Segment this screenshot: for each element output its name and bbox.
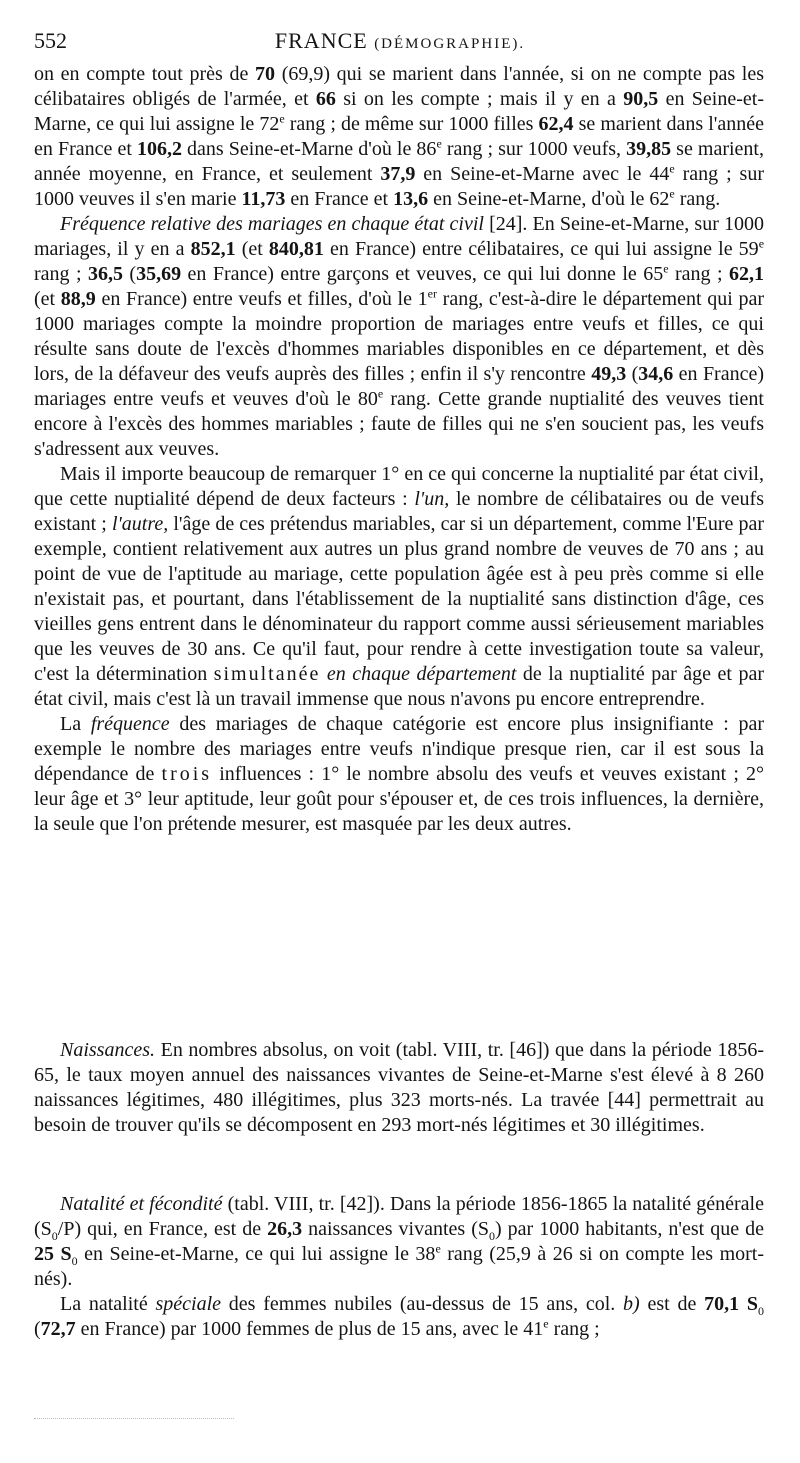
running-head bbox=[34, 28, 766, 54]
paragraph-natality-fecundity: Natalité et fécondité (tabl. VIII, tr. [42]). Dans la période 1856-1865 la natalité générale $(S_0/P)$ qui, en France, est de 26,3 naissances vivantes $(S_0)$ par 1000 habitants, n'est que de 25 $S_0$ en Seine-et-Marne, ce qui lui assigne le 38e rang (25,9 à 26 si on compte les mort-nés). bbox=[34, 1193, 765, 1290]
paragraph-frequency-categories: La fréquence des mariages de chaque catégorie est encore plus insignifiante : par exemple le nombre des mariages entre veufs n'indique presque rien, car il est sous la dépendance de trois influences : 1° le nombre absolu des veufs et veuves existant ; 2° leur âge et 3° leur aptitude, leur goût pour s'épouser et, de ces trois influences, la dernière, la seule que l'on prétende mesurer, est masquée par les deux autres. bbox=[34, 713, 765, 835]
page-number: 552 bbox=[34, 28, 67, 53]
paragraph-marriage-frequency: Fréquence relative des mariages en chaque état civil [24]. En Seine-et-Marne, sur 1000 mariages, il y en a 852,1 (et 840,81 en France) entre célibataires, ce qui lui assigne le 59e rang ; 36,5 (35,69 en France) entre garçons et veuves, ce qui lui donne le 65e rang ; 62,1 (et 88,9 en France) entre veufs et filles, d'où le 1er rang, c'est-à-dire le département qui par 1000 mariages compte la moindre proportion de mariages entre veufs et filles, ce qui résulte sans doute de l'excès d'hommes mariables disponibles en ce département, et dès lors, de la défaveur des veufs auprès des filles ; enfin il s'y rencontre 49,3 (34,6 en France) mariages entre veufs et veuves d'où le 80e rang. Cette grande nuptialité des veuves tient encore à l'excès des hommes mariables ; faute de filles qui ne s'en soucient pas, les veufs s'adressent aux veuves. bbox=[34, 213, 765, 460]
text-block-births bbox=[34, 1038, 764, 1138]
running-head-subtitle: (DÉMOGRAPHIE). bbox=[374, 36, 526, 52]
text-block-marriage bbox=[34, 62, 764, 837]
footer-dotted-rule bbox=[34, 1418, 234, 1421]
running-head-title: FRANCE bbox=[274, 28, 368, 53]
paragraph-births: Naissances. En nombres absolus, on voit (tabl. VIII, tr. [46]) que dans la période 1856-65, le taux moyen annuel des naissances vivantes de Seine-et-Marne s'est élevé à 8 260 naissances légitimes, 480 illégitimes, plus 323 morts-nés. La travée [44] permettrait au besoin de trouver qu'ils se décomposent en 293 mort-nés légitimes et 30 illégitimes. bbox=[34, 1039, 764, 1136]
page-header bbox=[34, 28, 766, 58]
paragraph-nuptiality-rates: on en compte tout près de 70 (69,9) qui se marient dans l'année, si on ne compte pas les célibataires obligés de l'armée, et 66 si on les compte ; mais il y en a 90,5 en Seine-et-Marne, ce qui lui assigne le 72e rang ; de même sur 1000 filles 62,4 se marient dans l'année en France et 106,2 dans Seine-et-Marne d'où le 86e rang ; sur 1000 veufs, 39,85 se marient, année moyenne, en France, et seulement 37,9 en Seine-et-Marne avec le 44e rang ; sur 1000 veuves il s'en marie 11,73 en France et 13,6 en Seine-et-Marne, d'où le 62e rang. bbox=[34, 63, 765, 210]
text-block-natality bbox=[34, 1192, 764, 1342]
paragraph-two-factors: Mais il importe beaucoup de remarquer 1° en ce qui concerne la nuptialité par état civil, que cette nuptialité dépend de deux facteurs : l'un, le nombre de célibataires ou de veufs existant ; l'autre, l'âge de ces prétendus mariables, car si un département, comme l'Eure par exemple, contient relativement aux autres un plus grand nombre de veuves de 70 ans ; au point de vue de l'aptitude au mariage, cette population âgée est à peu près comme si elle n'existait pas, et pourtant, dans l'établissement de la nuptialité sans distinction d'âge, ces vieilles gens entrent dans le dénominateur du rapport comme aussi sérieusement mariables que les veuves de 30 ans. Ce qu'il faut, pour rendre à cette investigation toute sa valeur, c'est la détermination simultanée en chaque département de la nuptialité par âge et par état civil, mais c'est là un travail immense que nous n'avons pu encore entreprendre. bbox=[34, 463, 765, 710]
paragraph-special-natality: La natalité spéciale des femmes nubiles (au-dessus de 15 ans, col. b) est de 70,1 $S_0$ (72,7 en France) par 1000 femmes de plus de 15 ans, avec le 41e rang ; bbox=[34, 1293, 764, 1340]
